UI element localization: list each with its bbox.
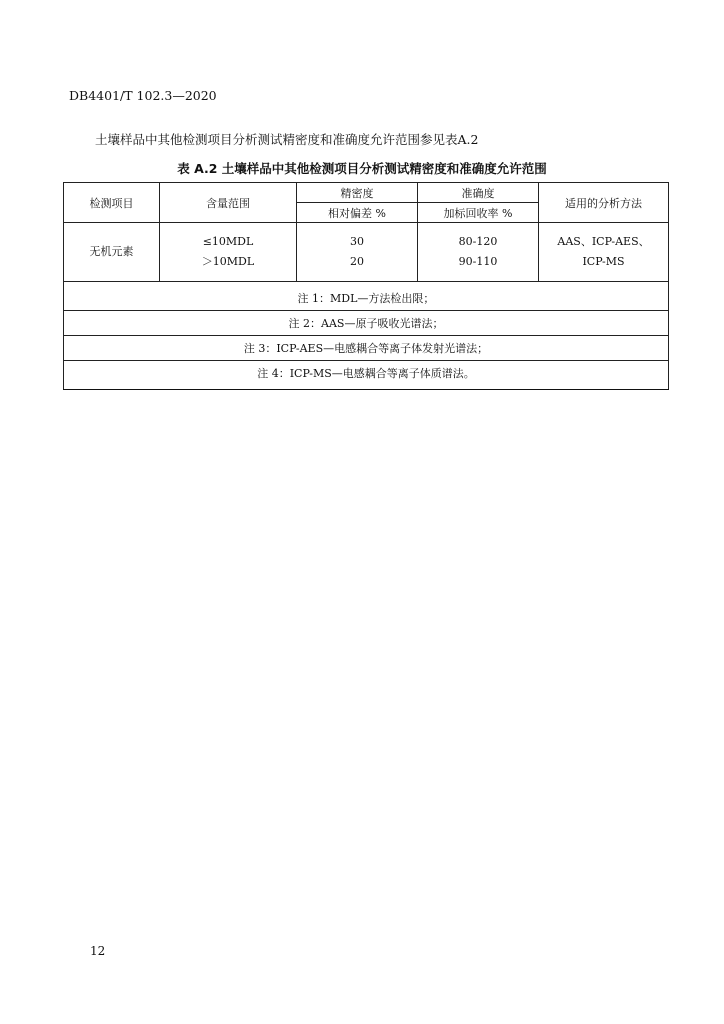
note-2: 注 2：AAS—原子吸收光谱法； xyxy=(64,311,669,336)
header-precision: 精密度 xyxy=(297,183,418,203)
note-4: 注 4：ICP-MS—电感耦合等离子体质谱法。 xyxy=(64,361,669,390)
note-row xyxy=(64,311,669,336)
note-row xyxy=(64,282,669,311)
document-code: DB4401/T 102.3—2020 xyxy=(69,88,217,103)
page-number: 12 xyxy=(90,944,106,958)
accuracy-line-2: 90-110 xyxy=(458,255,498,268)
header-accuracy: 准确度 xyxy=(418,183,539,203)
range-line-2: ＞10MDL xyxy=(201,255,255,268)
precision-line-2: 20 xyxy=(350,255,364,268)
table-caption: 表 A.2 土壤样品中其他检测项目分析测试精密度和准确度允许范围 xyxy=(177,161,547,176)
cell-precision xyxy=(297,223,418,282)
method-line-2: ICP-MS xyxy=(582,255,625,268)
cell-accuracy xyxy=(418,223,539,282)
header-precision-sub: 相对偏差 % xyxy=(297,203,418,223)
note-3: 注 3：ICP-AES—电感耦合等离子体发射光谱法； xyxy=(64,336,669,361)
header-method: 适用的分析方法 xyxy=(539,183,669,223)
header-accuracy-sub: 加标回收率 % xyxy=(418,203,539,223)
cell-method xyxy=(539,223,669,282)
cell-range xyxy=(160,223,297,282)
method-line-1: AAS、ICP-AES、 xyxy=(557,235,650,248)
note-row xyxy=(64,336,669,361)
precision-line-1: 30 xyxy=(350,235,364,248)
note-1: 注 1：MDL—方法检出限； xyxy=(64,282,669,311)
accuracy-line-1: 80-120 xyxy=(458,235,498,248)
spec-table xyxy=(63,182,669,390)
range-line-1: ≤10MDL xyxy=(202,235,254,248)
header-range: 含量范围 xyxy=(160,183,297,223)
header-item: 检测项目 xyxy=(64,183,160,223)
cell-item: 无机元素 xyxy=(64,223,160,282)
intro-text: 土壤样品中其他检测项目分析测试精密度和准确度允许范围参见表A.2 xyxy=(95,132,479,147)
table-row xyxy=(64,223,669,282)
note-row xyxy=(64,361,669,390)
